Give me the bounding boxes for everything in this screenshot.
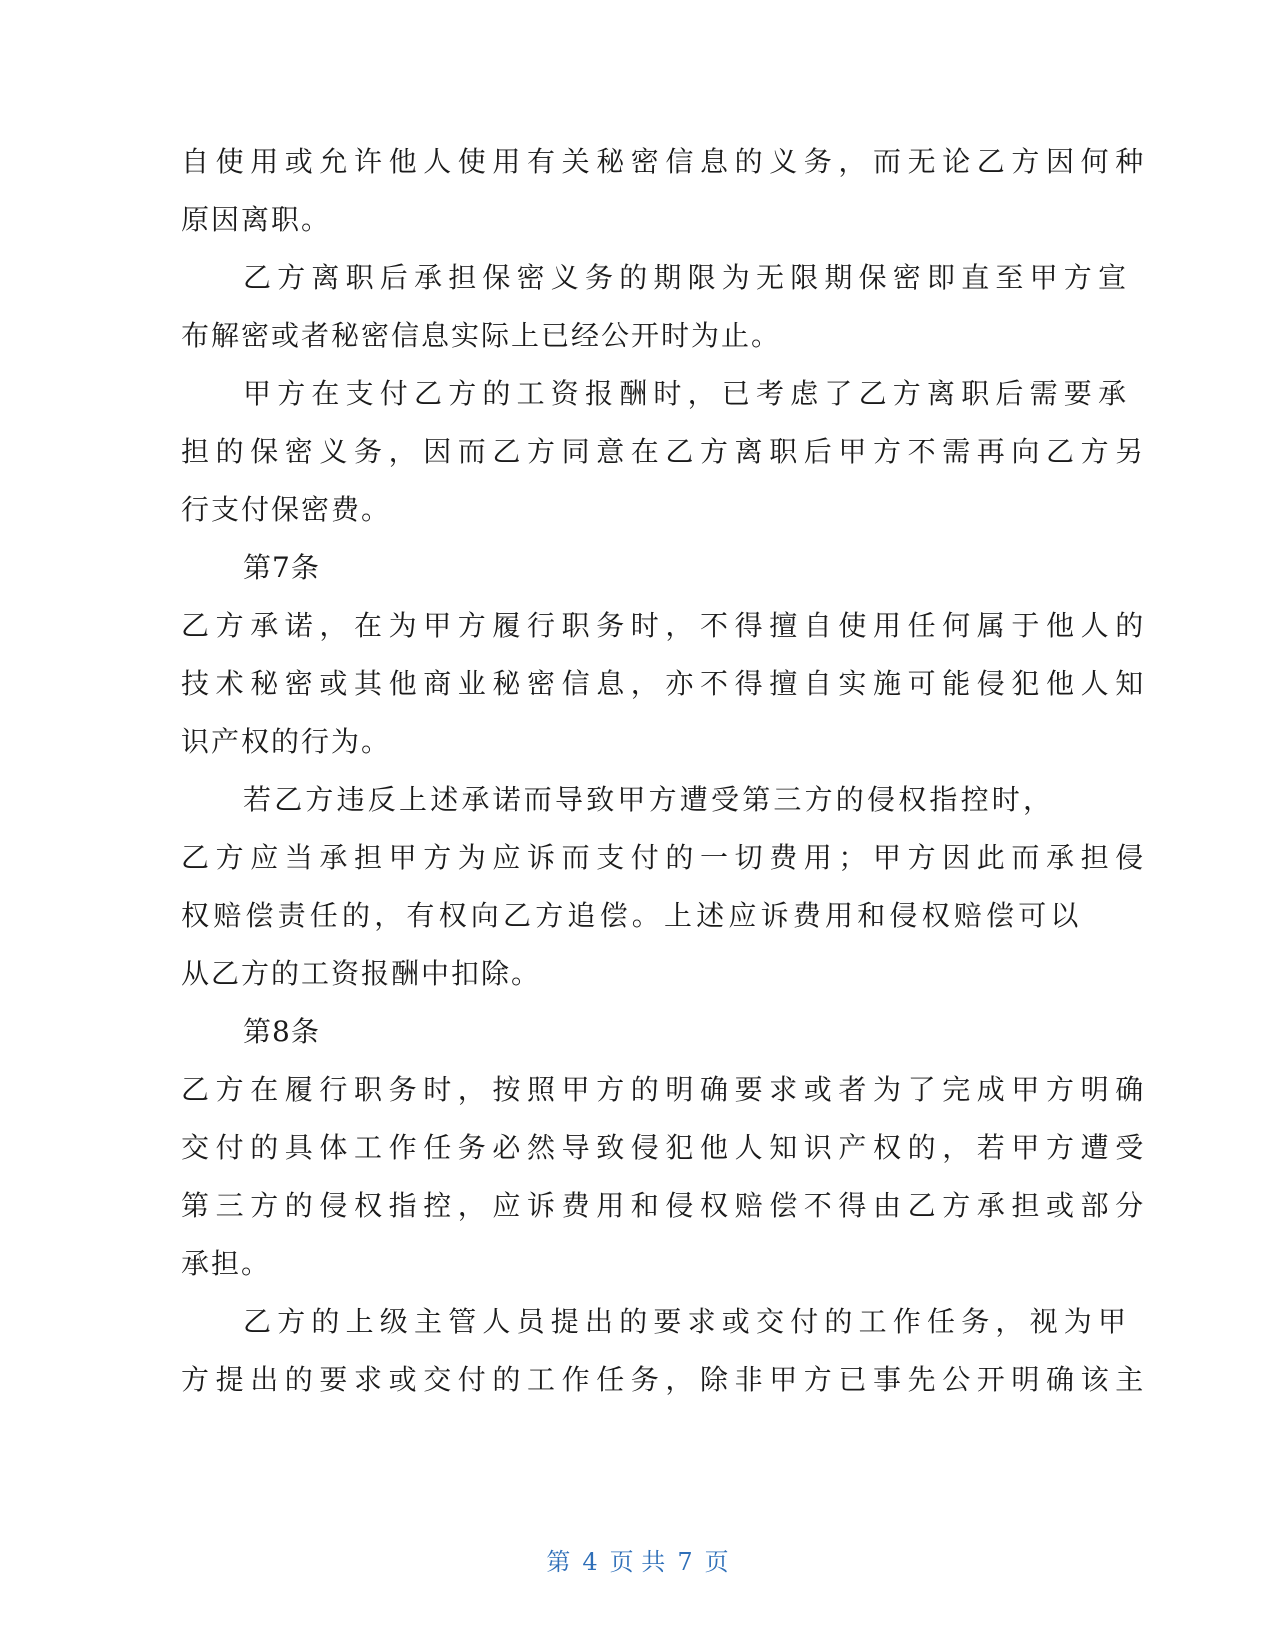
- text-line: 布解密或者秘密信息实际上已经公开时为止。: [181, 319, 782, 352]
- article-heading: 第8条: [243, 1015, 320, 1048]
- footer-prefix: 第: [546, 1548, 571, 1576]
- article-heading: 第7条: [243, 551, 320, 584]
- text-line: 方提出的要求或交付的工作任务，除非甲方已事先公开明确该主: [181, 1363, 1150, 1396]
- footer-page-number: 4: [582, 1548, 598, 1576]
- text-line: 识产权的行为。: [181, 725, 392, 758]
- text-line: 甲方在支付乙方的工资报酬时，已考虑了乙方离职后需要承: [243, 377, 1133, 410]
- text-line: 乙方承诺，在为甲方履行职务时，不得擅自使用任何属于他人的: [181, 609, 1150, 642]
- text-line: 乙方的上级主管人员提出的要求或交付的工作任务，视为甲: [243, 1305, 1133, 1338]
- footer-middle: 页 共: [609, 1548, 666, 1576]
- text-line: 技术秘密或其他商业秘密信息，亦不得擅自实施可能侵犯他人知: [181, 667, 1150, 700]
- text-line: 交付的具体工作任务必然导致侵犯他人知识产权的，若甲方遭受: [181, 1131, 1150, 1164]
- text-line: 乙方离职后承担保密义务的期限为无限期保密即直至甲方宣: [243, 261, 1133, 294]
- text-line: 乙方在履行职务时，按照甲方的明确要求或者为了完成甲方明确: [181, 1073, 1150, 1106]
- text-line: 原因离职。: [181, 203, 332, 236]
- text-line: 从乙方的工资报酬中扣除。: [181, 957, 542, 990]
- footer-total-pages: 7: [677, 1548, 693, 1576]
- text-line: 若乙方违反上述承诺而导致甲方遭受第三方的侵权指控时，: [243, 783, 1055, 816]
- text-line: 乙方应当承担甲方为应诉而支付的一切费用；甲方因此而承担侵: [181, 841, 1150, 874]
- footer-suffix: 页: [704, 1548, 729, 1576]
- text-line: 第三方的侵权指控，应诉费用和侵权赔偿不得由乙方承担或部分: [181, 1189, 1150, 1222]
- text-line: 自使用或允许他人使用有关秘密信息的义务，而无论乙方因何种: [181, 145, 1150, 178]
- text-line: 承担。: [181, 1247, 272, 1280]
- text-line: 行支付保密费。: [181, 493, 392, 526]
- page-footer: [0, 1545, 1275, 1579]
- text-line: 担的保密义务，因而乙方同意在乙方离职后甲方不需再向乙方另: [181, 435, 1150, 468]
- text-line: 权赔偿责任的，有权向乙方追偿。上述应诉费用和侵权赔偿可以: [181, 899, 1083, 932]
